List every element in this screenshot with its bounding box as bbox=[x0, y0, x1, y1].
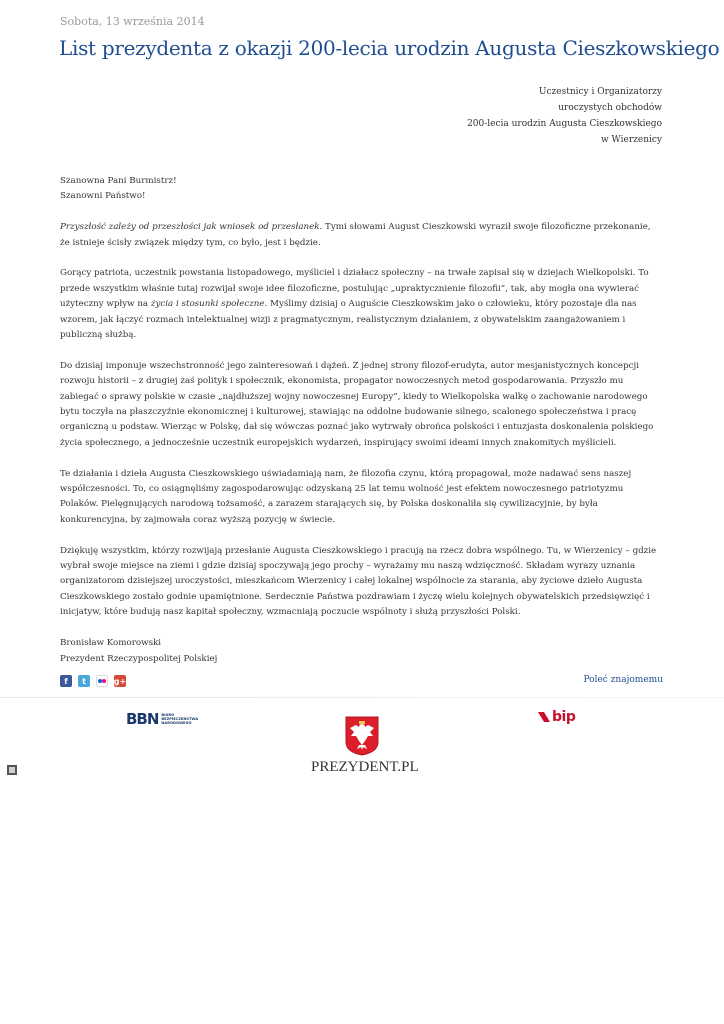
eagle-emblem-icon bbox=[345, 716, 379, 760]
recommend-link[interactable]: Poleć znajomemu bbox=[583, 675, 663, 685]
flickr-icon[interactable] bbox=[96, 675, 108, 687]
prezydent-logo[interactable]: PREZYDENT.PL bbox=[311, 759, 419, 775]
address-line: w Wierzenicy bbox=[600, 135, 662, 145]
flickr-dot-pink bbox=[102, 679, 106, 683]
bip-icon bbox=[538, 712, 550, 722]
page-title: List prezydenta z okazji 200-lecia urodzin Augusta Cieszkowskiego bbox=[59, 36, 720, 60]
broken-image-icon bbox=[7, 765, 17, 775]
signature-name: Bronisław Komorowski bbox=[60, 638, 162, 649]
greeting-line: Szanowni Państwo! bbox=[60, 191, 146, 202]
googleplus-glyph: g+ bbox=[113, 676, 127, 686]
googleplus-icon[interactable] bbox=[114, 675, 126, 687]
facebook-glyph: f bbox=[64, 676, 68, 686]
facebook-icon[interactable] bbox=[60, 675, 72, 687]
paragraph bbox=[60, 266, 662, 343]
paragraph: Do dzisiaj imponuje wszechstronność jego zainteresowań i dążeń. Z jednej strony filozof-erudyta, autor mesjanistycznych koncepcji rozwoju historii – z drugiej zaś polityk i społecznik, ekonomista, propagator nowoczesnych metod gospodarowania. Przyszło mu zabiegać o sprawy polskie w czasie „najdłuższej wojny nowoczesnej Europy”, kiedy to Wielkopolska walkę o zachowanie narodowego bytu toczyła na płaszczyźnie ekonomicznej i kulturowej, stawiając na oddolne budowanie silnego, scalonego społeczeństwa i pracę organiczną u podstaw. Wierząc w Polskę, dał się wówczas poznać jako wytrwały obrońca polskości i entuzjasta doskonalenia polskiego życia społecznego, a jednocześnie uczestnik europejskich wydarzeń, inspirujący swoimi ideami innych znakomitych myślicieli. bbox=[60, 360, 654, 448]
letter-address bbox=[342, 84, 662, 148]
italic-phrase: życia i stosunki społeczne bbox=[150, 299, 265, 310]
address-line: Uczestnicy i Organizatorzy bbox=[538, 87, 662, 97]
bbn-logo-subtitle: BIURO BEZPIECZEŃSTWA NARODOWEGO bbox=[161, 713, 198, 725]
paragraph bbox=[60, 220, 662, 251]
signature-title: Prezydent Rzeczypospolitej Polskiej bbox=[60, 653, 218, 664]
paragraph: Te działania i dzieła Augusta Cieszkowskiego uświadamiają nam, że filozofia czynu, którą propagował, może nadawać sens naszej współczesności. To, co osiągnęliśmy zagospodarowując odzyskaną 25 lat temu wolność jest efektem nowoczesnego patriotyzmu Polaków. Pielęgnujących narodową tożsamość, a zarazem starających się, by Polska doskonaliła się cywilizacyjnie, by była konkurencyjna, by zajmowała coraz wyższą pozycję w świecie. bbox=[60, 468, 632, 525]
bip-logo-text: bip bbox=[552, 709, 576, 725]
bbn-logo-text: BBN bbox=[126, 710, 159, 728]
signature bbox=[60, 636, 662, 667]
paragraph-text: . Myślimy dzisiaj o Auguście Cieszkowskim jako o człowieku, który pozostaje dla nas wzorem, jak łączyć rozmach intelektualnej wizji z pragmatycznym, realistycznym działaniem, z obywatelskim zaangażowaniem i publiczną służbą. bbox=[60, 299, 637, 341]
address-line: uroczystych obchodów bbox=[558, 103, 662, 113]
letter-body bbox=[60, 174, 662, 667]
bip-logo[interactable] bbox=[538, 709, 575, 725]
paragraph-text: Tymi słowami August Cieszkowski wyraził swoje filozoficzne przekonanie, że istnieje ścisły związek między tym, co było, jest i będzie. bbox=[60, 222, 651, 248]
social-share-bar bbox=[60, 675, 126, 687]
paragraph-text: Gorący patriota, uczestnik powstania listopadowego, myśliciel i działacz społeczny – na trwałe zapisał się w dziejach Wielkopolski. To przede wszystkim właśnie tutaj rozwijał swoje idee filozoficzne, postulując „upraktycznienie filozofii”, tak, aby mogła ona wywierać użyteczny wpływ na bbox=[60, 268, 649, 310]
address-line: 200-lecia urodzin Augusta Cieszkowskiego bbox=[467, 119, 662, 129]
paragraph: Dziękuję wszystkim, którzy rozwijają przesłanie Augusta Cieszkowskiego i pracują na rzecz dobra wspólnego. Tu, w Wierzenicy – gdzie wybrał swoje miejsce na ziemi i gdzie dzisiaj spoczywają jego prochy – wyrażamy mu naszą wdzięczność. Składam wyrazy uznania organizatorom dzisiejszej uroczystości, mieszkańcom Wierzenicy i całej lokalnej wspólnocie za starania, aby życiowe dzieło Augusta Cieszkowskiego zostało godnie upamiętnione. Serdecznie Państwa pozdrawiam i życzę wielu kolejnych obywatelskich przedsięwzięć i inicjatyw, które budują nasz kapitał społeczny, wzmacniają poczucie wspólnoty i służą przyszłości Polski. bbox=[60, 545, 657, 618]
greeting-line: Szanowna Pani Burmistrz! bbox=[60, 176, 177, 186]
quote-text: Przyszłość zależy od przeszłości jak wniosek od przesłanek. bbox=[60, 222, 323, 233]
footer-divider bbox=[0, 697, 724, 698]
bbn-logo[interactable] bbox=[126, 710, 205, 728]
twitter-glyph: t bbox=[82, 676, 86, 686]
publication-date: Sobota, 13 września 2014 bbox=[60, 15, 205, 28]
twitter-icon[interactable] bbox=[78, 675, 90, 687]
